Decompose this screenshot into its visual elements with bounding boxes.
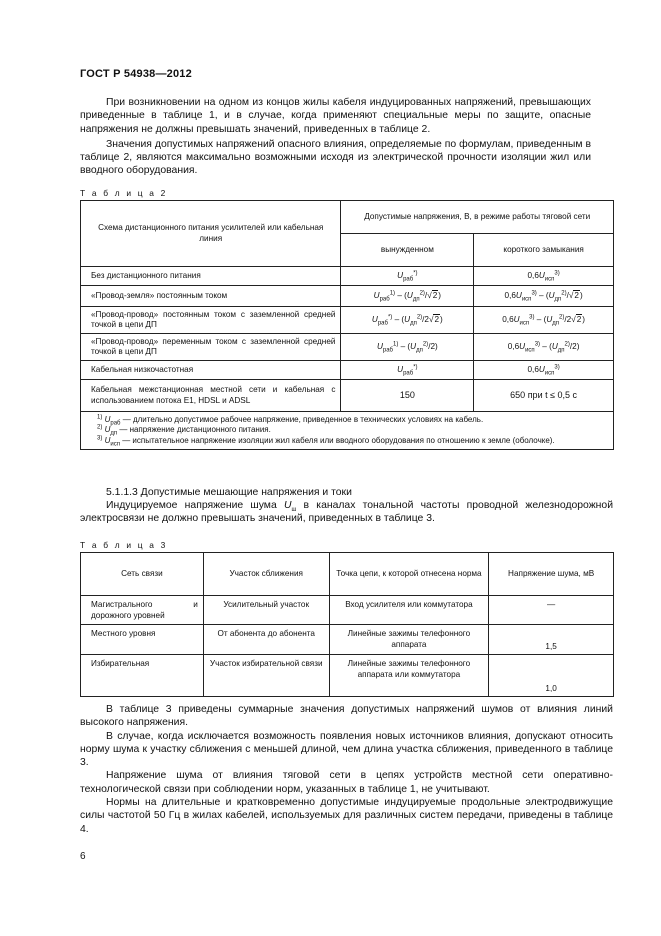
- table-2-value: 150: [341, 380, 474, 412]
- table-3-cell: Участок избирательной связи: [203, 655, 329, 697]
- formula-cell: $U_{раб}^{*)}$: [341, 361, 474, 380]
- document-header: ГОСТ Р 54938—2012: [80, 68, 192, 80]
- closing-text: [80, 703, 613, 836]
- table-row: [81, 380, 614, 412]
- table-2-head-forced: вынужденном: [341, 234, 474, 267]
- table-3-cell: 1,0: [489, 655, 614, 697]
- formula-cell: $0,6U_{исп}^{3)} - (U_{дп}^{2)}/√2)$: [474, 286, 614, 307]
- paragraph: Значения допустимых напряжений опасного влияния, определяемые по формулам, приведенным в таблице 2, являются максимально возможными исходя из электрической прочности изоляции жил или вводного оборудования.: [80, 138, 591, 177]
- table-row: [81, 267, 614, 286]
- table-3-cell: —: [489, 596, 614, 625]
- table-2-row-name: Без дистанционного питания: [81, 267, 341, 286]
- table-3-cell: Линейные зажимы телефонного аппарата: [329, 625, 489, 655]
- footnotes-cell: [81, 412, 614, 450]
- table-row: [81, 625, 614, 655]
- table-row: [81, 655, 614, 697]
- paragraph: Напряжение шума от влияния тяговой сети в цепях устройств местной сети оперативно-технологической связи при соблюдении норм, указанных в таблице 1, не учитывают.: [80, 770, 613, 795]
- table-2-row-name: Кабельная низкочастотная: [81, 361, 341, 380]
- formula-cell: $0,6U_{исп}^{3)}$: [474, 361, 614, 380]
- table-3-head-network: Сеть связи: [81, 553, 204, 596]
- section-number: 5.1.1.3: [106, 487, 138, 498]
- table-2-footnotes: [81, 412, 614, 450]
- paragraph: В случае, когда исключается возможность появления новых источников влияния, допускают относить норму шума к участку сближения с меньшей длиной, чем длина участка сближения, приведенного в таблице 3.: [80, 730, 613, 769]
- table-2-head-group: Допустимые напряжения, В, в режиме работы тяговой сети: [341, 201, 614, 234]
- footnote: $^{1)}$ $U_{раб}$ — длительно допустимое рабочее напряжение, приведенное в технических условиях на кабель.: [97, 414, 484, 427]
- formula-cell: $U_{раб}^{*)} - (U_{дп}^{2)}/2√2)$: [341, 307, 474, 334]
- table-2: [80, 200, 614, 450]
- table-row: [81, 596, 614, 625]
- formula-cell: $0,6U_{исп}^{3)}$: [474, 267, 614, 286]
- formula-cell: $U_{раб}^{1)} - (U_{дп}^{2)}/√2)$: [341, 286, 474, 307]
- table-3-cell: Вход усилителя или коммутатора: [329, 596, 489, 625]
- table-3: [80, 552, 614, 697]
- table-3-cell: Местного уровня: [81, 625, 204, 655]
- table-3-caption: Т а б л и ц а 3: [80, 540, 168, 550]
- table-3-cell: Усилительный участок: [203, 596, 329, 625]
- paragraph: В таблице 3 приведены суммарные значения допустимых напряжений шумов от влияния линий высокого напряжения.: [80, 704, 613, 729]
- table-2-value: 650 при t ≤ 0,5 с: [474, 380, 614, 412]
- paragraph: При возникновении на одном из концов жилы кабеля индуцированных напряжений, превышающих приведенные в таблице 1, и в случае, когда применяют специальные меры по защите, опасные напряжения не должны превышать значений, приведенных в таблице 2.: [80, 97, 591, 135]
- table-2-head-short: короткого замыкания: [474, 234, 614, 267]
- formula-cell: $U_{раб}^{*)}$: [341, 267, 474, 286]
- table-2-caption: Т а б л и ц а 2: [80, 188, 168, 198]
- table-3-cell: От абонента до абонента: [203, 625, 329, 655]
- table-row: [81, 361, 614, 380]
- table-3-cell: Линейные зажимы телефонного аппарата или коммутатора: [329, 655, 489, 697]
- section-paragraph: Индуцируемое напряжение шума $U_ш$ в каналах тональной частоты проводной железнодорожной электросвязи не должно превышать значений, приведенных в таблице 3.: [80, 500, 613, 525]
- paragraph: Нормы на длительные и кратковременно допустимые индуцируемые продольные электродвижущие силы частотой 50 Гц в жилах кабелей, используемых для различных систем передачи, приведены в таблице 4.: [80, 797, 613, 835]
- table-3-cell: Избирательная: [81, 655, 204, 697]
- section-heading: [106, 486, 352, 499]
- intro-text: [80, 96, 591, 178]
- table-row: [81, 334, 614, 361]
- footnote: $^{2)}$ $U_{дп}$ — напряжение дистанционного питания.: [97, 424, 271, 437]
- table-row: [81, 286, 614, 307]
- formula-cell: $0,6U_{исп}^{3)} - (U_{дп}^{2)}/2)$: [474, 334, 614, 361]
- formula-cell: $U_{раб}^{1)} - (U_{дп}^{2)}/2)$: [341, 334, 474, 361]
- table-3-cell: 1,5: [489, 625, 614, 655]
- table-3-head-noise: Напряжение шума, мВ: [489, 553, 614, 596]
- section-title: Допустимые мешающие напряжения и токи: [140, 487, 352, 498]
- page-number: 6: [80, 851, 86, 862]
- table-3-cell: Магистрального и дорожного уровней: [81, 596, 204, 625]
- table-2-row-name: Кабельная межстанционная местной сети и кабельная с использованием потока E1, HDSL и ADSL: [81, 380, 341, 412]
- table-row: [81, 307, 614, 334]
- table-3-head-section: Участок сближения: [203, 553, 329, 596]
- table-3-head-point: Точка цепи, к которой отнесена норма: [329, 553, 489, 596]
- table-2-head-scheme: Схема дистанционного питания усилителей или кабельная линия: [81, 201, 341, 267]
- footnote: $^{3)}$ $U_{исп}$ — испытательное напряжение изоляции жил кабеля или вводного оборудования по отношению к земле (оболочке).: [97, 434, 555, 448]
- table-2-row-name: «Провод-земля» постоянным током: [81, 286, 341, 307]
- table-2-row-name: «Провод-провод» переменным током с заземленной средней точкой в цепи ДП: [81, 334, 341, 361]
- table-2-row-name: «Провод-провод» постоянным током с заземленной средней точкой в цепи ДП: [81, 307, 341, 334]
- formula-cell: $0,6U_{исп}^{3)} - (U_{дп}^{2)}/2√2)$: [474, 307, 614, 334]
